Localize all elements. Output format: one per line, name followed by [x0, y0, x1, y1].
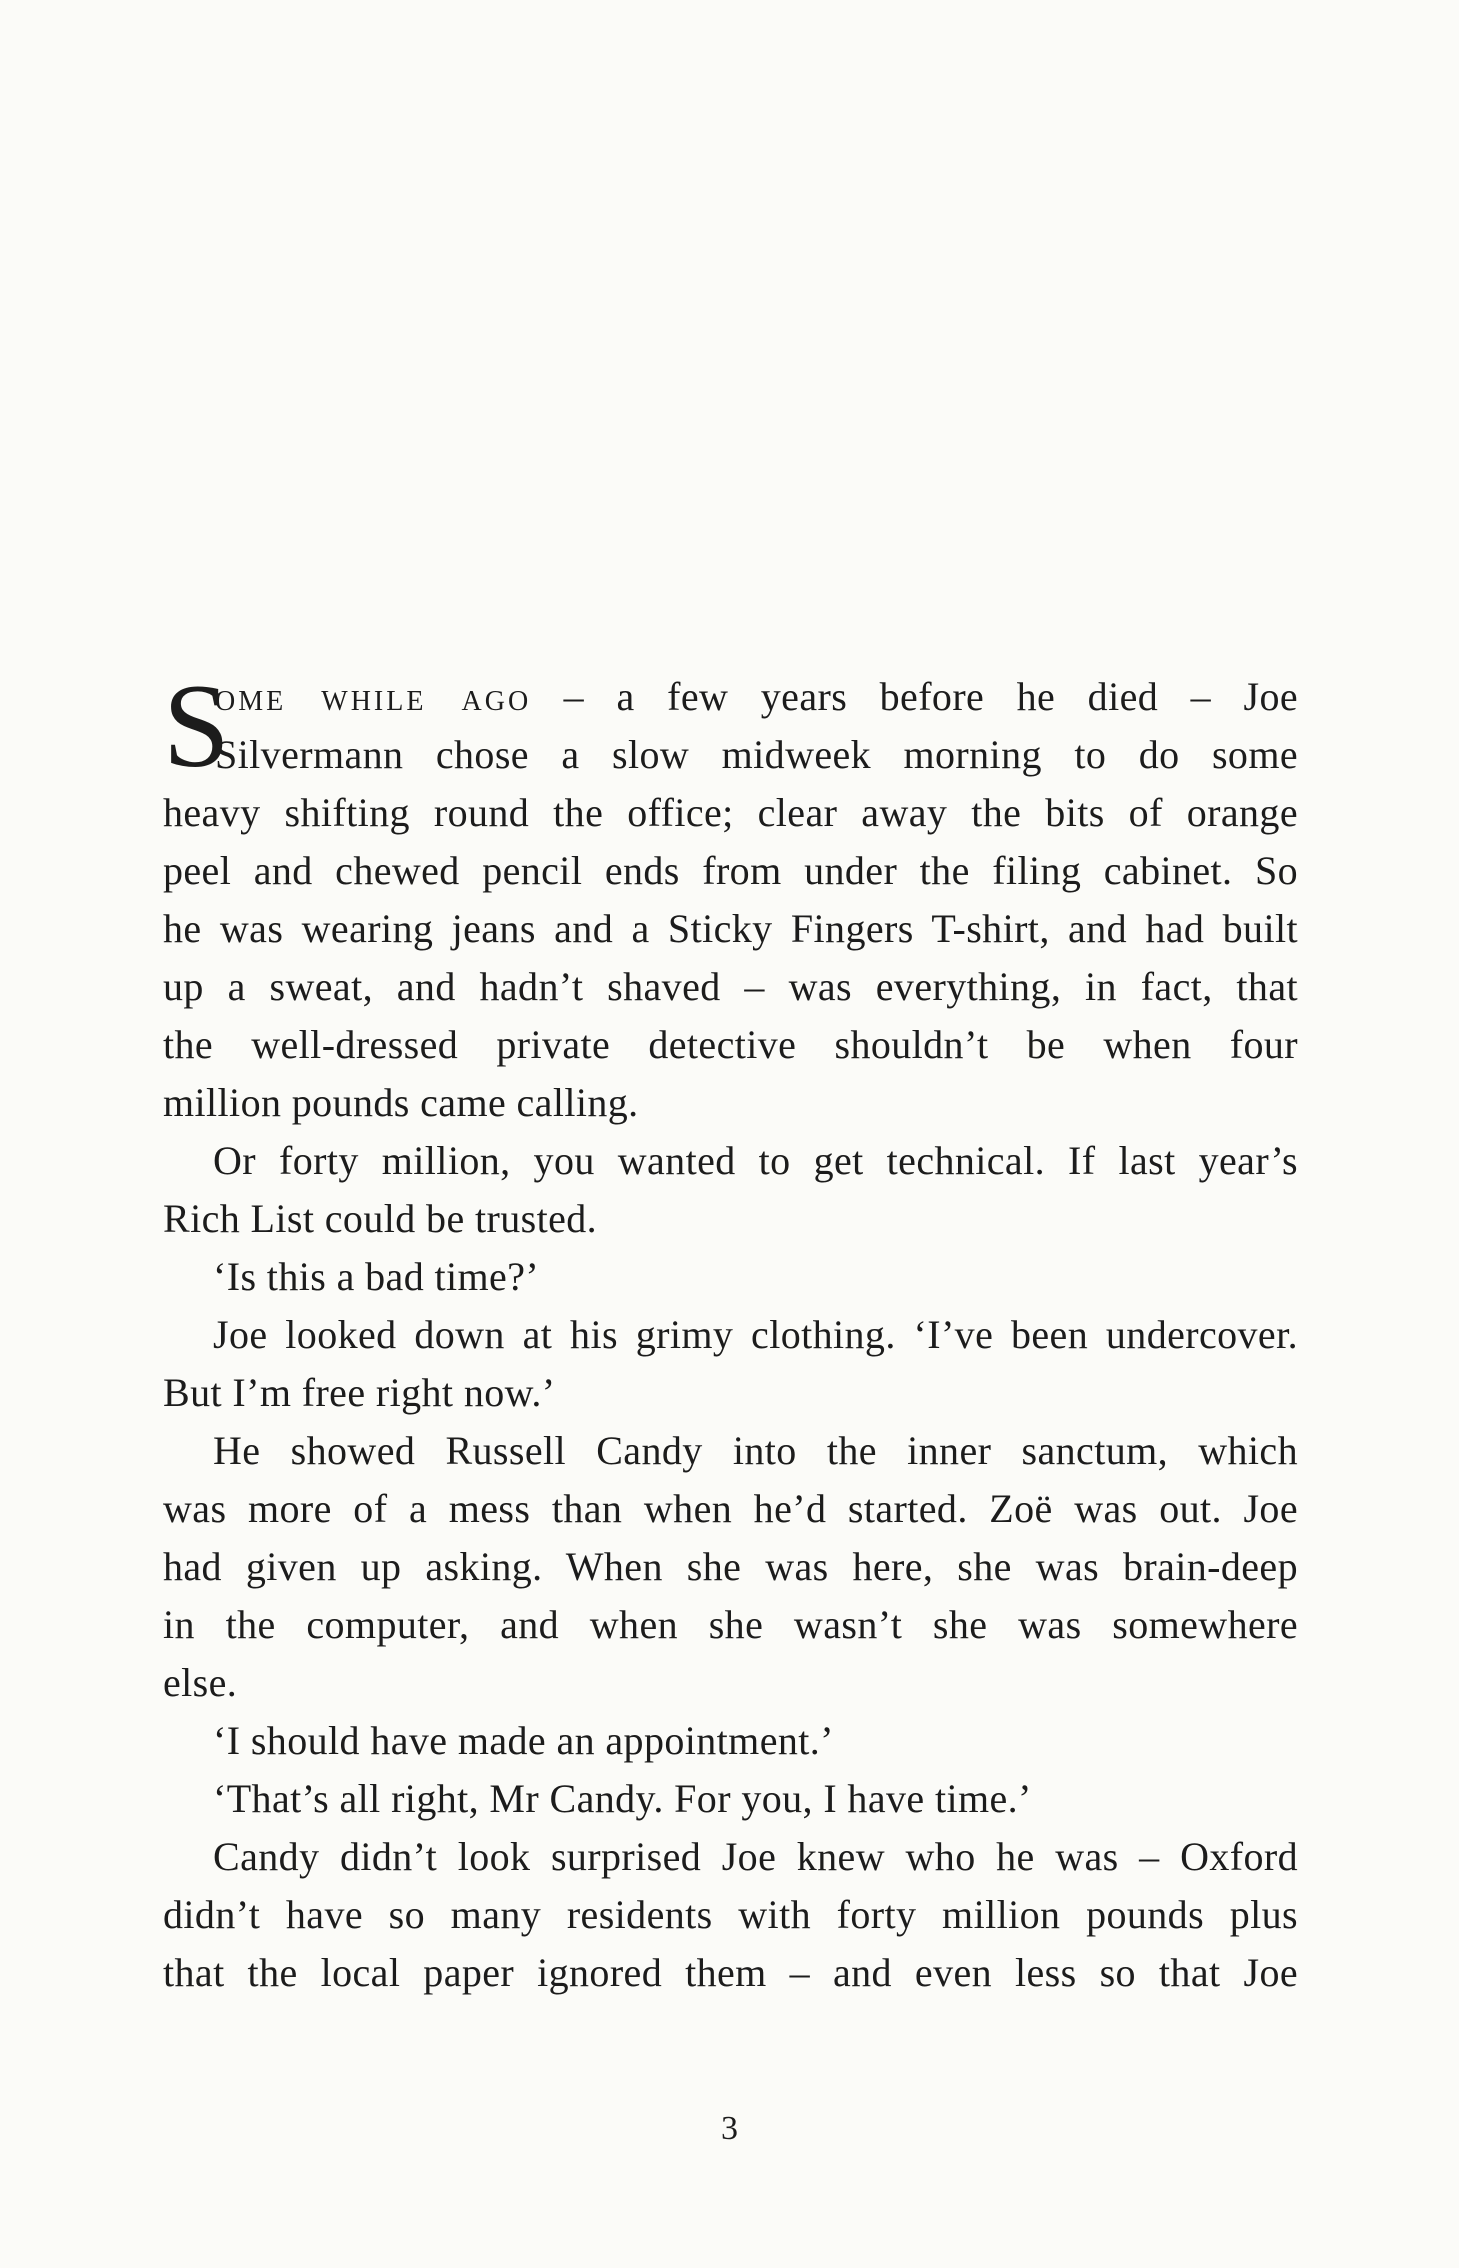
- text-line: up a sweat, and hadn’t shaved – was everything, in fact, that: [163, 964, 1298, 1009]
- text-line: peel and chewed pencil ends from under the filing cabinet. So: [163, 848, 1298, 893]
- text-line: in the computer, and when she wasn’t she was somewhere: [163, 1602, 1298, 1647]
- text-line: Rich List could be trusted.: [163, 1196, 598, 1241]
- text-line: was more of a mess than when he’d started. Zoë was out. Joe: [163, 1486, 1298, 1531]
- text-line: [163, 668, 1298, 726]
- text-line: Joe looked down at his grimy clothing. ‘I’ve been undercover.: [213, 1312, 1298, 1357]
- text-line: But I’m free right now.’: [163, 1370, 556, 1415]
- page-number: 3: [721, 2110, 738, 2147]
- text-line: Candy didn’t look surprised Joe knew who he was – Oxford: [213, 1834, 1298, 1879]
- text-line: that the local paper ignored them – and even less so that Joe: [163, 1950, 1298, 1995]
- text-line: Silvermann chose a slow midweek morning to do some: [215, 732, 1298, 777]
- text-line: he was wearing jeans and a Sticky Fingers T-shirt, and had built: [163, 906, 1298, 951]
- text-line: the well-dressed private detective shouldn’t be when four: [163, 1022, 1298, 1067]
- opening-paragraph-head: [163, 659, 1299, 792]
- opening-small-caps: ome while ago: [215, 674, 532, 719]
- text-line: didn’t have so many residents with forty million pounds plus: [163, 1892, 1298, 1937]
- text-line: He showed Russell Candy into the inner sanctum, which: [213, 1428, 1298, 1473]
- text-line: ‘Is this a bad time?’: [213, 1254, 540, 1299]
- text-line: heavy shifting round the office; clear away the bits of orange: [163, 790, 1298, 835]
- text-line: else.: [163, 1660, 238, 1705]
- text-line: had given up asking. When she was here, she was brain-deep: [163, 1544, 1298, 1589]
- text-line: million pounds came calling.: [163, 1080, 639, 1125]
- text-line-content: – a few years before he died – Joe: [531, 674, 1299, 719]
- text-line: Or forty million, you wanted to get technical. If last year’s: [213, 1138, 1298, 1183]
- text-line: ‘I should have made an appointment.’: [213, 1718, 834, 1763]
- text-line: ‘That’s all right, Mr Candy. For you, I have time.’: [213, 1776, 1032, 1821]
- drop-cap: S: [163, 659, 231, 792]
- body-text: [163, 659, 1299, 2002]
